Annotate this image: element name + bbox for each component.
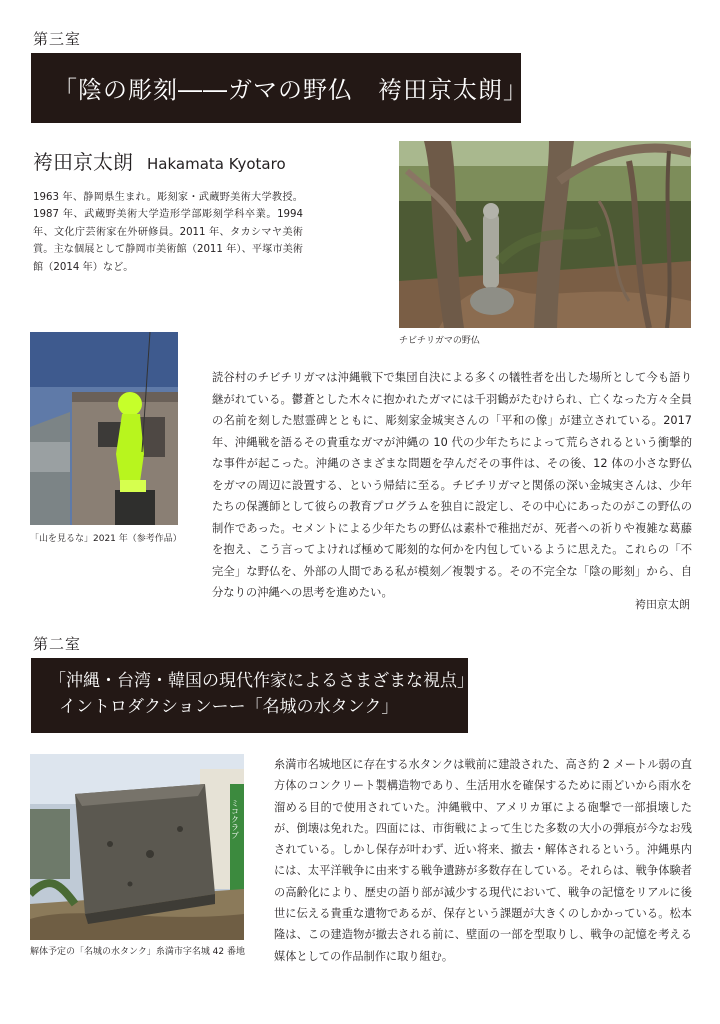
section-title: 「陰の彫刻――ガマの野仏 袴田京太朗」 [53,76,528,104]
water-tank-photo-caption: 解体予定の「名城の水タンク」糸満市字名城 42 番地 [30,947,245,957]
artist-bio: 1963 年、静岡県生まれ。彫刻家・武蔵野美術大学教授。1987 年、武蔵野美術大学造形学部彫刻学科卒業。1994 年、文化庁芸術家在外研修員。2011 年、タカシマヤ美術賞。主な個展として静岡市美術館（2011 年）、平塚市美術館（2014 年）など。 [33,192,303,273]
section-2-title-banner [31,658,474,733]
water-tank-photo-sign-text: ミコクラブ [230,799,240,839]
section-title-banner [31,53,528,123]
cave-photo [399,141,691,328]
essay-2: 糸満市名城地区に存在する水タンクは戦前に建設された、高さ約 2 メートル弱の直方体のコンクリート製構造物であり、生活用水を確保するために雨どいから雨水を溜める目的で使用されていた。沖縄戦中、アメリカ軍による砲撃で一部損壊したが、倒壊は免れた。四面には、市街戦によって生じた多数の大小の弾痕が今なお残されている。しかし保存が叶わず、近い将来、撤去・解体されるという。沖縄県内には、太平洋戦争に由来する戦争遺跡が多数存在している。それらは、戦争体験者の高齢化により、歴史の語り部が減少する現代において、戦争の記憶をリアルに後世に伝える貴重な遺物であるが、保存という課題が大きくのしかかっている。松本隆は、この建造物が撤去される前に、壁面の一部を型取りし、戦争の記憶を考える媒体としての作品制作に取り組む。 [274,758,692,963]
statue-photo [30,332,178,525]
room-label-3: 第三室 [33,30,82,48]
water-tank-photo [30,754,244,940]
artist-name-jp: 袴田京太朗 [33,150,133,174]
section-2-title-line1: 「沖縄・台湾・韓国の現代作家によるさまざまな視点」 [49,671,474,691]
cave-photo-caption: チビチリガマの野仏 [399,336,480,346]
essay-1: 読谷村のチビチリガマは沖縄戦下で集団自決による多くの犠牲者を出した場所として今も語り継がれている。鬱蒼とした木々に抱かれたガマには千羽鶴がたむけられ、亡くなった方々全員の名前を刻した慰霊碑とともに、彫刻家金城実さんの「平和の像」が建立されている。2017 年、沖縄戦を語るその貴重なガマが沖縄の 10 代の少年たちによって荒らされるという衝撃的な事件が起こった。沖縄のさまざまな問題を孕んだその事件は、その後、12 体の小さな野仏をガマの周辺に設置する、という帰結に至る。チビチリガマと関係の深い金城実さんは、少年たちの保護師として彼らの教育プログラムを独自に設定し、その中心にあったのがこの野仏の制作であった。セメントによる少年たちの野仏は素朴で稚拙だが、死者への祈りや複雑な葛藤を抱え、こう言ってよければ極めて彫刻的な何かを内包しているように思えた。これらの「不完全」な野仏を、外部の人間である私が模刻／複製する。その不完全な「陰の彫刻」から、自分なりの沖縄への思考を進めたい。 [212,371,692,599]
artist-name [33,146,286,175]
section-2-title-line2: イントロダクションーー「名城の水タンク」 [59,697,399,717]
room-label-2: 第二室 [33,635,82,653]
artist-name-roman: Hakamata Kyotaro [147,155,286,173]
essay-1-signature: 袴田京太朗 [635,598,690,611]
statue-photo-caption: 「山を見るな」2021 年（参考作品） [30,534,182,544]
